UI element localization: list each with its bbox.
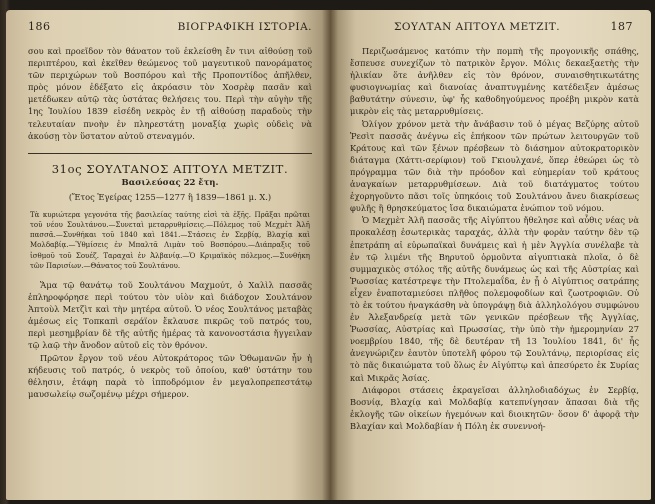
right-running-head — [350, 20, 639, 33]
right-paragraph-1: Περιζωσάμενος κατόπιν τὴν πομπὴ τῆς προγονικῆς σπάθης, ἔσπευσε συνεχίζων τὸ πατρικὸν ἔργον. Μόλις δεκαεξαετὴς τὴν ἡλικίαν ὅτε ἀνῆλθεν εἰς τὸν θρόνον, συναισθητικωτάτης φυσιογνωμίας καὶ διανοίας ἀναπτυγμένης κατέδειξεν ἀμέσως βαθυτάτην σύνεσιν, ὑφ' ἧς καθοδηγούμενος προέβη μικρὸν κατὰ μικρὸν εἰς τὰς μεταρρυθμίσεις. — [350, 46, 639, 117]
chapter-dates: (Ἔτος Ἐγείρας 1255—1277 ἢ 1839—1861 μ. Χ.) — [68, 191, 272, 202]
left-paragraph-2: Ἅμα τῷ θανάτῳ τοῦ Σουλτάνου Μαχμούτ, ὁ Χαλὶλ πασσᾶς ἐπληροφόρησε περὶ τούτου τὸν υἱὸν καὶ διάδοχον Σουλτάνον Ἀπτοὺλ Μετζὶτ καὶ τὴν μητέρα αὐτοῦ. Ὁ νέος Σουλτάνος μεταβὰς ἀμέσως εἰς Τοπκαπὶ σεράϊον ἔκλαυσε πικρῶς τοῦ πατρός του, περὶ μεσημβρίαν δὲ τῆς αὐτῆς ἡμέρας τὰ κανονοστάσια ἤγγειλαν τῷ λαῷ τὴν ἄνοδον αὐτοῦ εἰς τὸν θρόνον. — [28, 279, 312, 351]
left-paragraph-3: Πρῶτον ἔργον τοῦ νέου Αὐτοκράτορος τῶν Ὀθωμανῶν ἦν ἡ κήδευσις τοῦ πατρός, ὁ νεκρὸς τοῦ ὁποίου, καθ' ὑστάτην του θέλησιν, ἐτάφη παρὰ τὸ ἱπποδρόμιον ἐν μεγαλοπρεπεστάτῳ μαυσωλείῳ σωζομένῳ μέχρι σήμερον. — [28, 352, 312, 399]
chapter-summary: Τὰ κυριώτερα γεγονότα τῆς βασιλείας ταύτης εἰσὶ τὰ ἑξῆς. Πρᾶξαι πρῶται τοῦ νέου Σουλτάνου.—Συνεταὶ μεταρρυθμίσεις.—Πόλεμος τοῦ Μεχμὲτ Ἀλῆ πασσᾶ.—Συνθήκαι τοῦ 1840 καὶ 1841.—Στάσεις ἐν Σερβίᾳ, Βλαχίᾳ καὶ Μολδαβίᾳ.—Ὑθμίσεις ἐν Μπαλτᾶ Λιμὰν τοῦ Βοσπόρου.—Διάπραξις τοῦ ἰσθμοῦ τοῦ Σουέζ. Ταραχαὶ ἐν Ἀλβανίᾳ.—Ὁ Κριμαϊκὸς πόλεμος.—Συνθήκη τῶν Παρισίων.—Θάνατος τοῦ Σουλτάνου. — [30, 210, 310, 270]
right-paragraph-2: Ὀλίγον χρόνον μετὰ τὴν ἄνάβασιν τοῦ ὁ μέγας Βεζύρης αὐτοῦ Ῥεσὶτ πασσᾶς ἀνέγνω εἰς ἐπήκοον τῶν πρώτων λειτουργῶν τοῦ Κράτους καὶ τῶν ξένων πρέσβεων τὸ διάσημον αὐτοκρατορικὸν διάταγμα (Χάττι-σερίφιον) τοῦ Γκιουλχανέ, ὅπερ ἐθεώρει ὡς τὸ πρόγραμμα τῶν διὰ τὴν πρόοδον καὶ εὐημερίαν τοῦ κράτους ἀναγκαίων μεταρρυθμίσεων. Διὰ τοῦ διατάγματος τούτου ἐχορηγοῦντο πᾶσι τοῖς ὑπηκόοις τοῦ Σουλτάνου ἄνευ διακρίσεως φυλῆς ἢ θρησκεύματος ἴσα δικαιώματα ἐνώπιον τοῦ νόμου. — [350, 118, 639, 214]
chapter-divider-rule — [28, 153, 312, 154]
right-running-title: ΣΟΥΛΤΑΝ ΑΠΤΟΥΛ ΜΕΤΖΙΤ. — [394, 21, 561, 33]
right-paragraph-3: Ὁ Μεχμὲτ Ἀλῆ πασσᾶς τῆς Αἰγύπτου ἤθελησε καὶ αὖθις νέας νὰ προκαλέσῃ ἐσωτερικὰς ταραχάς, ἀλλὰ τὴν φορὰν ταύτην δὲν τῷ ἐπετράπη αἱ εὐρωπαϊκαὶ δυνάμεις καὶ ἡ μὲν Ἀγγλία συνέλαβε τὰ ἐν τῷ λιμένι τῆς Βηρυτοῦ ὁρμοῦντα αἰγυπτιακὰ πλοῖα, ὁ δὲ συμμαχικὸς στόλος τῆς αὐτῆς δυνάμεως ὡς καὶ τῆς Αὐστρίας καὶ Ῥωσσίας κατέστρεψε τὴν Πτολεμαΐδα, ἐν ᾗ ὁ Αἰγύπτιος σατράπης εἶχεν ἐναποταμιεύσει πλῆθος πολεμοφοδίων καὶ ζωοτροφιῶν. Οὐ τὸ ἐκ τούτου ἠναγκάσθη νὰ ὑπογράψῃ διὰ ἀλληλολόγου συμφώνου ἐν Ἀλεξανδρείᾳ μετὰ τῶν γενικῶν πρέσβεων τῆς Ἀγγλίας, Ῥωσσίας, Αὐστρίας καὶ Πρωσσίας, τὴν ὑπὸ τὴν ἡμερομηνίαν 27 νοεμβρίου 1840, τῆς δὲ δευτέραν τῆ 13 Ἰουλίου 1841, δι' ἧς ἀνεγνώριζεν ἑαυτὸν ὑποτελῆ φόρου τῷ Σουλτάνῳ, περιορίσας εἰς τὸ πᾶς δικαιώματα τοῦ ὅλως ἐν Αἰγύπτῳ καὶ ἀπεσύρετο ἐκ Συρίας καὶ Μικρᾶς Ἀσίας. — [350, 215, 639, 383]
left-running-head — [28, 20, 312, 33]
right-page — [330, 10, 651, 500]
left-page-number: 186 — [28, 20, 51, 33]
left-paragraph-1: σου καὶ προεῖδον τὸν θάνατον τοῦ ἐκλείσθη ἔν τινι αἰθούσῃ τοῦ περιπτέρου, καὶ ἐκεῖθεν θεώμενος τοῦ μαγευτικοῦ πανοράματος τῶν περιχώρων τοῦ Βοσπόρου καὶ τῆς Προποντίδος ἀπῆλθεν, πρὸς μόνον ἐδέξατο εἰς ἀκρόασιν τὸν Χοσρὲφ πασᾶν καὶ μετέδωκεν αὐτῷ τὰς ὑστάτας θελήσεις του. Περὶ τὴν αὐγὴν τῆς 1ης Ἰουλίου 1839 εἰσέδη νεκρὸς ἐν τῇ αἰθούσῃ παραδοὺς τὴν τελευταίαν πνοὴν ἐν πληρεστάτῃ μοναξίᾳ χωρὶς οὐδεὶς νὰ ἀκούσῃ τὸν ὕστατον αὐτοῦ στεναγμόν. — [28, 46, 312, 141]
book-gutter — [322, 10, 338, 500]
left-page — [6, 10, 330, 500]
chapter-title: 31ος ΣΟΥΛΤΑΝΟΣ ΑΠΤΟΥΛ ΜΕΤΖΙΤ. — [51, 161, 289, 176]
right-page-number: 187 — [610, 20, 633, 33]
chapter-subtitle: Βασιλεύσας 22 ἔτη. — [121, 177, 219, 188]
left-running-title: ΒΙΟΓΡΑΦΙΚΗ ΙΣΤΟΡΙΑ. — [177, 21, 312, 33]
right-paragraph-4: Διάφοροι στάσεις ἐκραγεῖσαι ἀλληλοδιαδόχως ἐν Σερβίᾳ, Βοσνίᾳ, Βλαχίᾳ καὶ Μολδαβίᾳ κατεπνίγησαν ἅπασαι διὰ τῆς ἐκλογῆς τῶν οἰκείων ἡγεμόνων καὶ διοικητῶν· ὅσον δ' ἀφορᾷ τὴν Βλαχίαν καὶ Μολδαβίαν ἡ Πόλη ἐκ συνεννοή- — [350, 384, 639, 431]
